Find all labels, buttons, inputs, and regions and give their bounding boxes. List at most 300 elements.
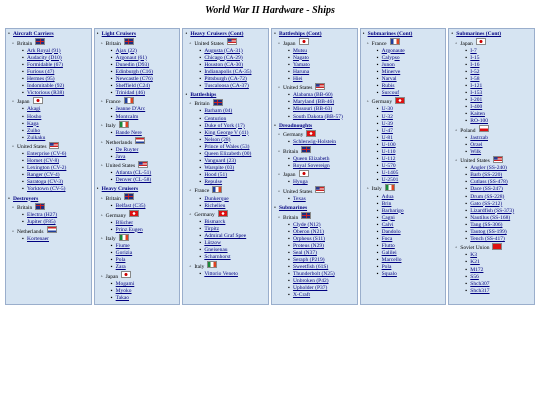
ship-list [278, 139, 357, 146]
ship-item [377, 170, 446, 177]
ship-link[interactable]: Java [115, 153, 126, 160]
category-section [8, 31, 91, 196]
ship-list [101, 147, 180, 161]
ship-link[interactable]: U-110 [381, 148, 396, 155]
ship-link[interactable]: M172 [470, 266, 484, 273]
ship-link[interactable]: I-15 [470, 54, 480, 61]
ship-link[interactable]: Argonaute [381, 47, 405, 54]
category-list [8, 31, 91, 245]
ship-link[interactable]: RO-100 [470, 118, 489, 125]
ship-item [288, 250, 357, 257]
ship-item [377, 163, 446, 170]
ship-link[interactable]: Nelson (28) [204, 136, 231, 143]
ship-item [111, 55, 180, 62]
nation-name: ◦ United States [101, 163, 135, 169]
ship-item [199, 219, 268, 226]
ship-link[interactable]: Tench (SS-417) [470, 235, 505, 242]
ship-link[interactable]: Gato (SS-212) [470, 200, 503, 207]
flag-germany-icon [395, 97, 405, 104]
ship-link[interactable]: Oberon (N21) [292, 228, 324, 235]
ship-link[interactable]: Atlanta (CL-51) [115, 170, 152, 177]
ship-item [288, 243, 357, 250]
ship-item [288, 139, 357, 146]
ship-link[interactable]: Formidable (67) [27, 61, 63, 68]
ship-link[interactable]: U-32 [381, 113, 393, 120]
ship-item [111, 177, 180, 184]
flag-us-icon [315, 186, 325, 193]
nation-item [101, 271, 180, 302]
ship-item [377, 76, 446, 83]
ship-link[interactable]: I-7 [470, 47, 477, 54]
ship-list [12, 236, 91, 243]
ship-link[interactable]: Ark Royal (91) [27, 47, 61, 54]
flag-netherlands-icon [135, 137, 145, 144]
ship-link[interactable]: Belfast (C35) [115, 203, 146, 210]
ship-item [22, 128, 91, 135]
ship-link[interactable]: Shch317 [470, 287, 490, 294]
ship-item [111, 203, 180, 210]
ship-item [288, 179, 357, 186]
ship-link[interactable]: Haruna [292, 68, 310, 75]
category-link[interactable]: • Dreadnoughts [274, 123, 357, 130]
ship-link[interactable]: Barb (SS-220) [470, 172, 503, 179]
ship-list [278, 196, 357, 203]
ship-link[interactable]: Queen Elizabeth (00) [204, 150, 252, 157]
ship-link[interactable]: Jupiter (F85) [27, 219, 56, 226]
nation-name: ◦ Japan [455, 41, 473, 47]
ship-item [465, 104, 534, 111]
ship-item [111, 83, 180, 90]
nation-name: ◦ United States [12, 144, 46, 150]
ship-list [12, 106, 91, 141]
ship-link[interactable]: Clyde (N12) [292, 221, 321, 228]
ship-list [101, 243, 180, 271]
ship-link[interactable]: Bande Nere [115, 130, 142, 137]
ship-link[interactable]: Yamato [292, 61, 310, 68]
category-section [8, 196, 91, 245]
ship-link[interactable]: I-153 [470, 89, 483, 96]
ship-link[interactable]: I-121 [470, 82, 483, 89]
nation-list [274, 130, 357, 203]
ship-link[interactable]: Audacity (D10) [27, 54, 62, 61]
ship-item [199, 254, 268, 261]
category-list [274, 31, 357, 301]
ship-link[interactable]: Scharnhorst [204, 254, 231, 261]
ship-item [465, 48, 534, 55]
ship-link[interactable]: Barham (04) [204, 108, 233, 115]
ship-item [288, 292, 357, 299]
ship-link[interactable]: U-39 [381, 120, 393, 127]
ship-link[interactable]: Pola [115, 257, 126, 264]
ship-link[interactable]: X-Craft [292, 292, 311, 299]
ship-link[interactable]: Jeanne D'Arc [115, 106, 146, 113]
ship-item [465, 83, 534, 90]
ship-link[interactable]: Indomitable (92) [27, 82, 65, 89]
ship-item [199, 62, 268, 69]
ship-link[interactable]: Lützow [204, 240, 222, 247]
ship-link[interactable]: Newcastle (C76) [115, 75, 153, 82]
nation-item [189, 38, 268, 90]
ship-link[interactable]: Warspite (03) [204, 164, 235, 171]
ship-link[interactable]: Unbroken (P42) [292, 278, 329, 284]
ship-link[interactable]: Upholder (P37) [292, 285, 328, 292]
page-title: World War II Hardware - Ships [205, 5, 335, 16]
nation-list [363, 38, 446, 278]
ship-link[interactable]: Victorious (R38) [27, 89, 65, 96]
ship-item [288, 163, 357, 170]
nation-item [101, 210, 180, 234]
ship-item [377, 257, 446, 264]
ship-link[interactable]: Trinidad (46) [115, 89, 145, 96]
ship-link[interactable]: Kortenaer [27, 235, 49, 242]
ship-item [111, 264, 180, 271]
ship-list [455, 252, 534, 294]
ship-link[interactable]: Flutto [381, 242, 395, 249]
ship-link[interactable]: Orzel [470, 141, 483, 148]
nation-item [101, 121, 180, 138]
flag-france-icon [212, 186, 222, 193]
ship-item [199, 165, 268, 172]
ship-link[interactable]: Texas [292, 195, 306, 202]
ship-link[interactable]: Ajax (22) [115, 47, 137, 54]
category-link[interactable]: • Heavy Cruisers (Cont) [185, 31, 268, 38]
ship-link[interactable]: Galilei [381, 249, 397, 256]
column-4 [271, 28, 358, 305]
nation-name: ◦ Japan [278, 172, 296, 178]
ship-item [111, 154, 180, 161]
ship-link[interactable]: Adua [381, 193, 394, 200]
ship-link[interactable]: Missouri (BB-63) [292, 106, 333, 113]
nation-name: ◦ Britain [12, 205, 32, 211]
ship-list [12, 48, 91, 97]
ship-link[interactable]: Angler (SS-240) [470, 165, 507, 172]
ship-link[interactable]: Prinz Eugen [115, 226, 143, 233]
ship-item [465, 201, 534, 208]
category-link[interactable]: • Submarines (Cont) [451, 31, 534, 38]
ship-link[interactable]: Zuikaku [27, 134, 46, 141]
ship-link[interactable]: Sheffield (C24) [115, 82, 150, 89]
ship-list [101, 281, 180, 302]
nation-name: ◦ Netherlands [12, 229, 44, 235]
nation-list [185, 38, 268, 90]
ship-link[interactable]: Indianapolis (CA-35) [204, 68, 252, 75]
ship-item [377, 121, 446, 128]
section-spacer [363, 278, 446, 280]
ship-link[interactable]: Montcalm [115, 113, 139, 120]
ship-link[interactable]: Narval [381, 75, 397, 82]
ship-link[interactable]: Kaiten [470, 111, 485, 118]
ship-link[interactable]: Hyuga [292, 179, 308, 186]
nation-item [189, 186, 268, 210]
ship-link[interactable]: Dunedin (D93) [115, 61, 150, 68]
ship-link[interactable]: Hermes (95) [27, 75, 55, 82]
ship-item [377, 201, 446, 208]
nation-name: ◦ Britain [101, 41, 121, 47]
ship-link[interactable]: U-2501 [381, 176, 399, 183]
ship-item [288, 114, 357, 121]
ship-item [288, 222, 357, 229]
ship-item [377, 128, 446, 135]
ship-link[interactable]: Blücher [115, 219, 134, 226]
flag-germany-icon [306, 130, 316, 137]
ship-link[interactable]: Tautog (SS-199) [470, 228, 507, 235]
ship-link[interactable]: Ranger (CV-4) [27, 172, 60, 179]
ship-link[interactable]: Drum (SS-228) [470, 193, 505, 200]
category-link[interactable]: • Battleships (Cont) [274, 31, 357, 38]
ship-item [288, 69, 357, 76]
ship-link[interactable]: Calvi [381, 221, 394, 228]
ship-link[interactable]: Schleswig-Holstein [292, 139, 337, 146]
ship-link[interactable]: U-570 [381, 162, 396, 169]
ship-link[interactable]: Minerve [381, 68, 401, 75]
ship-item [288, 76, 357, 83]
ship-index-table [3, 26, 537, 307]
ship-link[interactable]: Brin [381, 200, 392, 207]
flag-uk-icon [35, 38, 45, 45]
ship-link[interactable]: Hornet (CV-8) [27, 158, 60, 165]
ship-link[interactable]: Edinburgh (C16) [115, 68, 153, 75]
ship-link[interactable]: Bismarck [204, 219, 226, 226]
ship-link[interactable]: Richelieu [204, 202, 226, 209]
ship-item [465, 215, 534, 222]
ship-link[interactable]: Augusta (CA-31) [204, 47, 243, 54]
ship-link[interactable]: Seraph (P219) [292, 256, 325, 263]
ship-link[interactable]: Nagato [292, 54, 309, 61]
ship-item [22, 186, 91, 193]
ship-link[interactable]: U-1405 [381, 169, 399, 176]
ship-link[interactable]: Repulse [204, 178, 223, 185]
flag-us-icon [138, 161, 148, 168]
nation-item [101, 38, 180, 97]
ship-link[interactable]: S56 [470, 273, 479, 280]
category-link[interactable]: • Destroyers [8, 196, 91, 203]
ship-link[interactable]: Maryland (BB-46) [292, 99, 335, 106]
ship-item [199, 240, 268, 247]
ship-link[interactable]: Royal Sovereign [292, 162, 330, 169]
ship-link[interactable]: Pola [381, 264, 392, 270]
ship-link[interactable]: Gneisenau [204, 247, 228, 254]
ship-link[interactable]: Dandolo [381, 228, 401, 235]
nation-name: ◦ Germany [367, 99, 392, 105]
nation-name: ◦ Italy [367, 186, 382, 192]
ship-item [111, 257, 180, 264]
ship-link[interactable]: Rubis [381, 82, 395, 89]
ship-link[interactable]: Wilk [470, 148, 482, 155]
ship-link[interactable]: Hiei [292, 75, 303, 82]
category-link[interactable]: • Aircraft Carriers [8, 31, 91, 38]
ship-list [455, 135, 534, 156]
ship-link[interactable]: King George V (41) [204, 129, 249, 136]
ship-link[interactable]: Barbarigo [381, 207, 404, 214]
ship-link[interactable]: Saratoga (CV-3) [27, 179, 63, 186]
ship-link[interactable]: Cagni [381, 214, 395, 221]
ship-link[interactable]: Furious (47) [27, 68, 55, 75]
ship-link[interactable]: U-81 [381, 134, 393, 141]
ship-link[interactable]: Tuscaloosa (CA-37) [204, 82, 249, 89]
ship-item [199, 108, 268, 115]
ship-item [288, 257, 357, 264]
ship-item [465, 97, 534, 104]
nation-item [101, 161, 180, 185]
category-link[interactable]: • Light Cruisers [97, 31, 180, 38]
column-3 [182, 28, 269, 305]
ship-link[interactable]: Pittsburgh (CA-72) [204, 75, 247, 82]
ship-link[interactable]: Vittorio Veneto [204, 271, 238, 277]
category-link[interactable]: • Submarines (Cont) [363, 31, 446, 38]
ship-link[interactable]: Junon [381, 61, 395, 68]
ship-link[interactable]: Akagi [27, 106, 41, 113]
ship-link[interactable]: U-47 [381, 127, 393, 134]
ship-item [465, 90, 534, 97]
category-section [97, 31, 180, 186]
section-spacer [274, 299, 357, 301]
ship-link[interactable]: Hood (51) [204, 171, 228, 178]
nation-name: ◦ Britain [189, 101, 209, 107]
ship-item [199, 271, 268, 278]
ship-link[interactable]: Cutlass (SS-478) [470, 179, 508, 186]
ship-list [189, 219, 268, 261]
ship-link[interactable]: I-16 [470, 61, 480, 68]
ship-item [111, 69, 180, 76]
ship-link[interactable]: Dunkerque [204, 195, 229, 202]
nation-item [455, 38, 534, 125]
ship-item [465, 118, 534, 125]
ship-link[interactable]: Centurion [204, 115, 227, 122]
ship-link[interactable]: Surcouf [381, 89, 400, 96]
nation-list [274, 38, 357, 121]
flag-japan-icon [299, 170, 309, 177]
ship-link[interactable]: Myoko [115, 288, 132, 295]
flag-uk-icon [213, 99, 223, 106]
ship-link[interactable]: Prince of Wales (53) [204, 143, 250, 150]
ship-item [111, 106, 180, 113]
nation-item [12, 97, 91, 142]
ship-list [101, 130, 180, 137]
flag-poland-icon [479, 125, 489, 132]
ship-link[interactable]: U-100 [381, 141, 396, 148]
flag-uk-icon [301, 212, 311, 219]
ship-item [22, 236, 91, 243]
ship-item [377, 208, 446, 215]
flag-uk-icon [301, 146, 311, 153]
ship-link[interactable]: Fiume [115, 243, 130, 250]
flag-italy-icon [119, 121, 129, 128]
ship-item [377, 48, 446, 55]
ship-link[interactable]: Alabama (BB-60) [292, 92, 333, 99]
category-link[interactable]: • Submarines [274, 205, 357, 212]
ship-link[interactable]: Zara [115, 264, 126, 271]
ship-link[interactable]: I-201 [470, 96, 483, 103]
ship-list [278, 222, 357, 300]
nation-item [12, 142, 91, 194]
ship-link[interactable]: Squalo [381, 271, 397, 278]
ship-link[interactable]: Admiral Graf Spee [204, 233, 247, 240]
ship-item [377, 194, 446, 201]
ship-item [377, 69, 446, 76]
nation-name: ◦ Britain [12, 41, 32, 47]
ship-link[interactable]: Kaga [27, 120, 39, 127]
ship-link[interactable]: De Ruyter [115, 146, 139, 153]
ship-link[interactable]: Vanguard (23) [204, 157, 236, 164]
nation-name: ◦ France [189, 188, 209, 194]
ship-link[interactable]: Gorizia [115, 250, 133, 257]
ship-item [111, 90, 180, 97]
ship-link[interactable]: Hosho [27, 113, 42, 120]
ship-link[interactable]: Mutsu [292, 47, 308, 54]
ship-item [465, 259, 534, 266]
ship-item [288, 48, 357, 55]
ship-link[interactable]: Zuiho [27, 127, 41, 134]
ship-link[interactable]: Duke of York (17) [204, 122, 245, 129]
ship-link[interactable]: Marcello [381, 256, 402, 263]
ship-link[interactable]: Lizardfish (SS-373) [470, 207, 515, 214]
ship-link[interactable]: Houston (CA-30) [204, 61, 243, 68]
ship-link[interactable]: K21 [470, 259, 480, 266]
ship-link[interactable]: Seal (N37) [292, 249, 317, 256]
ship-link[interactable]: K3 [470, 252, 478, 259]
category-link[interactable]: • Heavy Cruisers [97, 186, 180, 193]
nation-item [278, 83, 357, 121]
ship-link[interactable]: Thunderbolt (N25) [292, 270, 335, 277]
ship-link[interactable]: Takao [115, 295, 130, 302]
ship-link[interactable]: Sweetfish (61S) [292, 263, 329, 270]
ship-link[interactable]: Queen Elizabeth [292, 155, 330, 162]
flag-uk-icon [124, 38, 134, 45]
ship-item [377, 271, 446, 278]
ship-link[interactable]: Tirpitz [204, 226, 220, 233]
nation-item [189, 261, 268, 278]
ship-link[interactable]: Argonaut (61) [115, 54, 147, 61]
ship-link[interactable]: Calypso [381, 54, 400, 61]
ship-link[interactable]: South Dakota (BB-57) [292, 113, 343, 120]
ship-link[interactable]: Nautilus (SS-168) [470, 214, 511, 221]
ship-item [465, 76, 534, 83]
category-list [451, 31, 534, 297]
ship-link[interactable]: Proteus (N29) [292, 242, 324, 249]
nation-item [12, 203, 91, 227]
section-spacer [8, 243, 91, 245]
ship-link[interactable]: Orpheus (S11) [292, 235, 325, 242]
ship-link[interactable]: Chicago (CA-29) [204, 54, 243, 61]
flag-us-icon [49, 142, 59, 149]
ship-link[interactable]: U-112 [381, 155, 396, 162]
ship-item [377, 106, 446, 113]
ship-link[interactable]: Enterprise (CV-6) [27, 151, 67, 158]
ship-link[interactable]: Lexington (CV-2) [27, 165, 67, 172]
ship-link[interactable]: Electra (H27) [27, 212, 58, 219]
ship-link[interactable]: Denver (CL-58) [115, 177, 152, 184]
ship-item [199, 203, 268, 210]
ship-link[interactable]: U-30 [381, 106, 393, 113]
ship-link[interactable]: Jastrzab [470, 134, 488, 141]
ship-item [465, 288, 534, 295]
category-link[interactable]: • Battleships [185, 92, 268, 99]
ship-link[interactable]: Dace (SS-247) [470, 186, 503, 193]
ship-link[interactable]: I-52 [470, 68, 480, 75]
ship-link[interactable]: Tang (SS-306) [470, 221, 503, 228]
ship-link[interactable]: Foca [381, 235, 393, 242]
ship-link[interactable]: I-400 [470, 103, 483, 110]
ship-item [377, 62, 446, 69]
ship-link[interactable]: Shch307 [470, 280, 490, 287]
ship-link[interactable]: Yorktown (CV-5) [27, 186, 66, 193]
flag-us-icon [493, 156, 503, 163]
flag-italy-icon [207, 261, 217, 268]
section-spacer [97, 302, 180, 304]
ship-link[interactable]: Mogami [115, 281, 135, 287]
ship-list [278, 179, 357, 186]
ship-link[interactable]: I-58 [470, 75, 480, 82]
